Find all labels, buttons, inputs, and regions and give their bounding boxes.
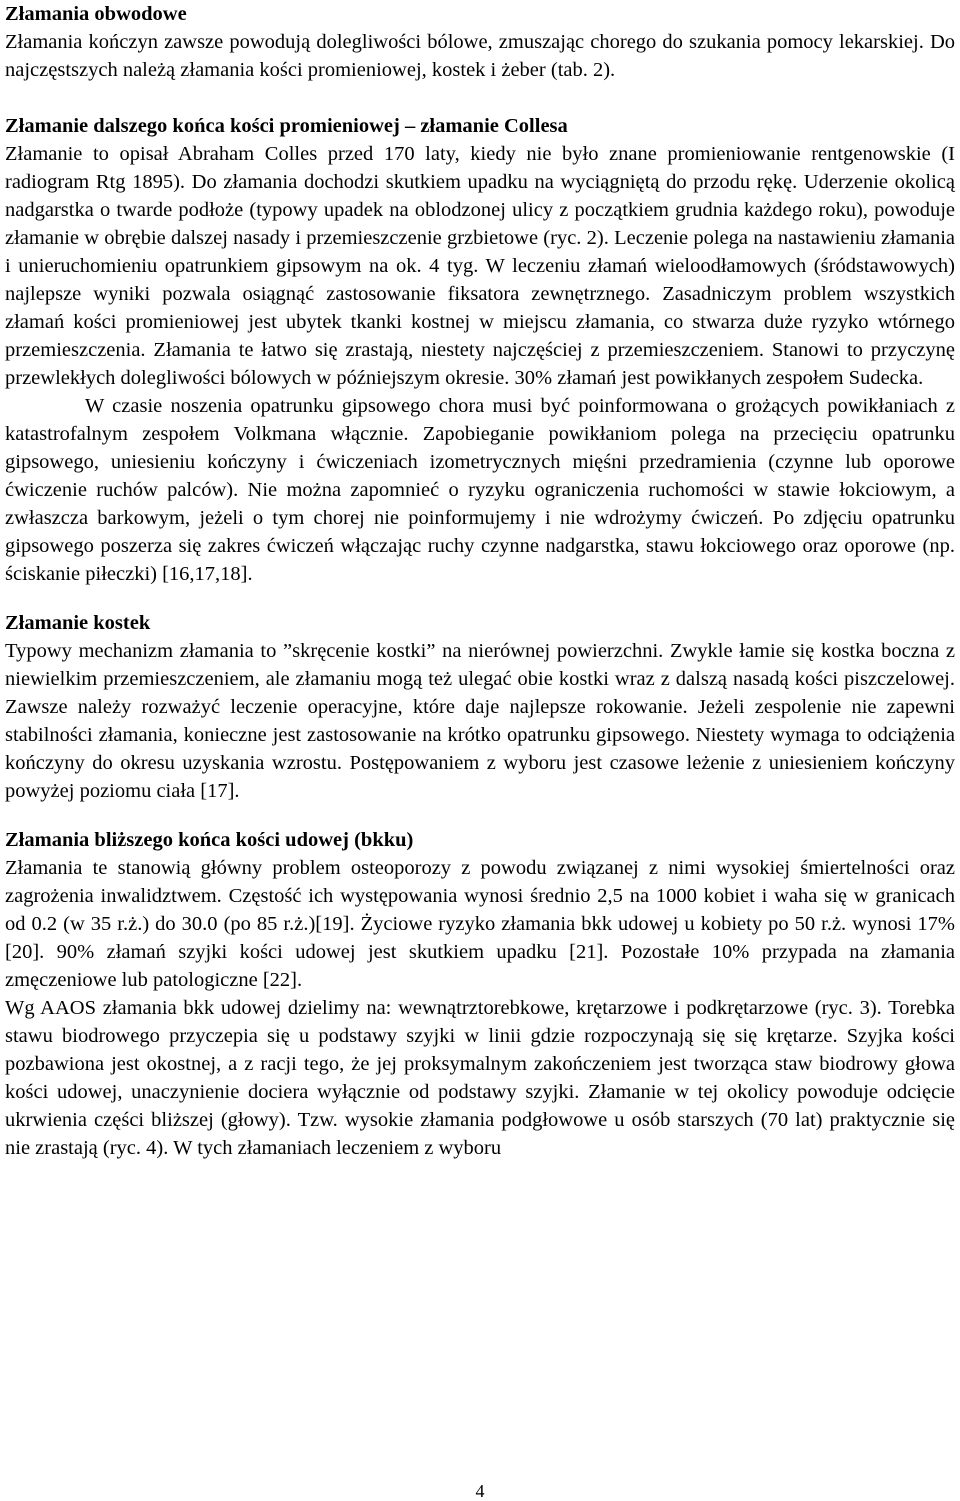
section-fractures-peripheral [5, 0, 955, 84]
paragraph: Złamania kończyn zawsze powodują dolegliwości bólowe, zmuszając chorego do szukania pomocy lekarskiej. Do najczęstszych należą złamania kości promieniowej, kostek i żeber (tab. 2). [5, 31, 955, 81]
page-number: 4 [475, 1481, 485, 1501]
section-colles-fracture [5, 112, 955, 588]
paragraph: Złamania te stanowią główny problem osteoporozy z powodu związanej z nimi wysokiej śmiertelności oraz zagrożenia inwalidztwem. Częstość ich występowania wynosi średnio 2,5 na 1000 kobiet i waha się w granicach od 0.2 (w 35 r.ż.) do 30.0 (po 85 r.ż.)[19]. Życiowe ryzyko złamania bkk udowej u kobiety po 50 r.ż. wynosi 17% [20]. 90% złamań szyjki kości udowej jest skutkiem upadku [21]. Pozostałe 10% przypada na złamania zmęczeniowe lub patologiczne [22]. [5, 857, 955, 991]
paragraph: Wg AAOS złamania bkk udowej dzielimy na: wewnątrztorebkowe, krętarzowe i podkrętarzowe (ryc. 3). Torebka stawu biodrowego przyczepia się u podstawy szyjki w linii gdzie rozpoczynają się się krętarze. Szyjka kości pozbawiona jest okostnej, a z racji tego, że jej proksymalnym zakończeniem jest tworząca staw biodrowy głowa kości udowej, unaczynienie dociera wyłącznie od podstawy szyjki. Złamanie w tej okolicy powoduje odcięcie ukrwienia części bliższej (głowy). Tzw. wysokie złamania podgłowowe u osób starszych (70 lat) praktycznie się nie zrastają (ryc. 4). W tych złamaniach leczeniem z wyboru [5, 997, 955, 1159]
section-proximal-femur-fracture [5, 826, 955, 1162]
section-ankle-fracture [5, 609, 955, 805]
section-heading: Złamanie kostek [5, 612, 151, 634]
section-heading: Złamania obwodowe [5, 3, 187, 25]
paragraph: Złamanie to opisał Abraham Colles przed 170 laty, kiedy nie było znane promieniowanie rentgenowskie (I radiogram Rtg 1895). Do złamania dochodzi skutkiem upadku na wyciągniętą do przodu rękę. Uderzenie okolicą nadgarstka o twarde podłoże (typowy upadek na oblodzonej ulicy z początkiem grudnia każdego roku), powoduje złamanie w obrębie dalszej nasady i przemieszczenie grzbietowe (ryc. 2). Leczenie polega na nastawieniu złamania i unieruchomieniu opatrunkiem gipsowym na ok. 4 tyg. W leczeniu złamań wieloodłamowych (śródstawowych) najlepsze wyniki pozwala osiągnąć zastosowanie fiksatora zewnętrznego. Zasadniczym problem wszystkich złamań kości promieniowej jest ubytek tkanki kostnej w miejscu złamania, co stwarza duże ryzyko wtórnego przemieszczenia. Złamania te łatwo się zrastają, niestety najczęściej z przemieszczeniem. Stanowi to przyczynę przewlekłych dolegliwości bólowych w późniejszym okresie. 30% złamań jest powikłanych zespołem Sudecka. [5, 143, 955, 389]
document-page [5, 0, 955, 1162]
paragraph: Typowy mechanizm złamania to ”skręcenie kostki” na nierównej powierzchni. Zwykle łamie się kostka boczna z niewielkim przemieszczeniem, ale złamaniu mogą też ulegać obie kostki wraz z dalszą nasadą kości piszczelowej. Zawsze należy rozważyć leczenie operacyjne, które daje najlepsze rokowanie. Jeżeli zespolenie nie zapewni stabilności złamania, konieczne jest zastosowanie na krótko opatrunku gipsowego. Niestety wymaga to odciążenia kończyny do okresu uzyskania wzrostu. Postępowaniem z wyboru jest czasowe leżenie z uniesieniem kończyny powyżej poziomu ciała [17]. [5, 640, 955, 802]
section-heading: Złamanie dalszego końca kości promieniowej – złamanie Collesa [5, 115, 568, 137]
paragraph: W czasie noszenia opatrunku gipsowego chora musi być poinformowana o grożących powikłaniach z katastrofalnym zespołem Volkmana włącznie. Zapobieganie powikłaniom polega na przecięciu opatrunku gipsowego, uniesieniu kończyny i ćwiczeniach izometrycznych mięśni przedramienia (czynne lub oporowe ćwiczenie ruchów palców). Nie można zapomnieć o ryzyku ograniczenia ruchomości w stawie łokciowym, a zwłaszcza barkowym, jeżeli o tym chorej nie poinformujemy i nie wdrożymy ćwiczeń. Po zdjęciu opatrunku gipsowego poszerza się zakres ćwiczeń włączając ruchy czynne nadgarstka, stawu łokciowego oraz oporowe (np. ściskanie piłeczki) [16,17,18]. [5, 395, 955, 585]
section-heading: Złamania bliższego końca kości udowej (bkku) [5, 829, 414, 851]
